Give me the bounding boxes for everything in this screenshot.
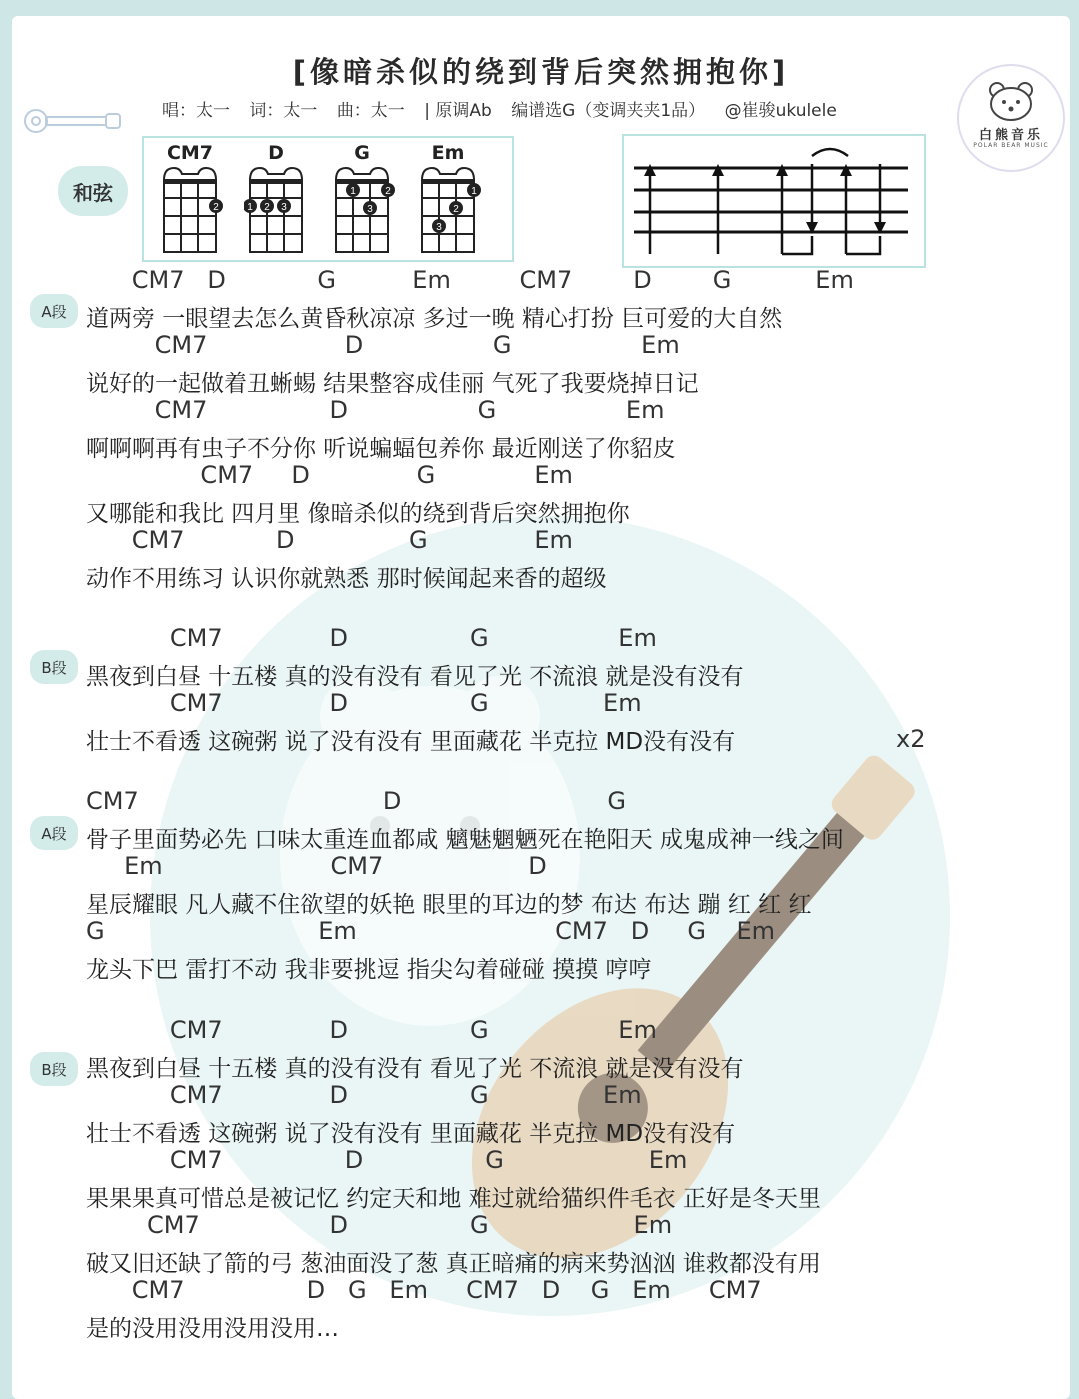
chord-line: Em CM7 D [86, 852, 547, 880]
credits-line [162, 96, 851, 121]
fretboard-icon [158, 164, 230, 256]
lyric-line: 道两旁 一眼望去怎么黄昏秋凉凉 多过一晚 精心打扮 巨可爱的大自然 [86, 306, 783, 332]
fretboard-icon [416, 164, 488, 256]
author-handle: @崔骏ukulele [724, 101, 837, 121]
finger-number: 1 [247, 202, 253, 213]
lyric-line: 动作不用练习 认识你就熟悉 那时候闻起来香的超级 [86, 566, 607, 592]
chord-diagram-cm7 [158, 142, 230, 256]
ukulele-icon [22, 108, 122, 134]
chord-name: D [268, 142, 284, 164]
logo-subtext: POLAR BEAR MUSIC [973, 142, 1049, 149]
chord-line: CM7 D G Em CM7 D G Em CM7 [86, 1276, 762, 1304]
finger-number: 3 [436, 222, 442, 233]
lyric-line: 壮士不看透 这碗粥 说了没有没有 里面藏花 半克拉 MD没有没有 [86, 1121, 736, 1147]
lyric-line: 星辰耀眼 凡人藏不住欲望的妖艳 眼里的耳边的梦 布达 布达 蹦 红 红 红 [86, 892, 812, 918]
lyric-line: 果果果真可惜总是被记忆 约定天和地 难过就给猫织件毛衣 正好是冬天里 [86, 1186, 821, 1212]
lyric-line: 破又旧还缺了箭的弓 葱油面没了葱 真正暗痛的病来势汹汹 谁救都没有用 [86, 1251, 821, 1277]
lyric-line: 龙头下巴 雷打不动 我非要挑逗 指尖勾着碰碰 摸摸 哼哼 [86, 957, 652, 983]
chord-diagram-d [244, 142, 316, 256]
finger-number: 2 [385, 186, 391, 197]
polar-bear-logo [957, 64, 1065, 172]
strum-pattern [622, 134, 926, 268]
chord-name: CM7 [166, 142, 214, 164]
finger-number: 2 [453, 204, 459, 215]
finger-number: 1 [350, 186, 356, 197]
repeat-mark: x2 [896, 725, 926, 753]
lyric-line: 啊啊啊再有虫子不分你 听说蝙蝠包养你 最近刚送了你貂皮 [86, 436, 676, 462]
chord-line: CM7 D G Em [86, 1016, 657, 1044]
chord-line: CM7 D G Em [86, 526, 573, 554]
chord-line: CM7 D G Em [86, 624, 657, 652]
song-title: [像暗杀似的绕到背后突然拥抱你] [292, 55, 790, 89]
chord-name: G [354, 142, 370, 164]
section-b-badge: B段 [30, 650, 78, 684]
strum-pattern-icon [624, 136, 924, 266]
arrangement-info: 编谱选G（变调夹夹1品） [511, 101, 706, 121]
finger-number: 1 [471, 186, 477, 197]
finger-number: 3 [281, 202, 287, 213]
lyric-line: 黑夜到白昼 十五楼 真的没有没有 看见了光 不流浪 就是没有没有 [86, 1056, 744, 1082]
chord-line: CM7 D G Em [86, 331, 680, 359]
chord-line: CM7 D G [86, 787, 626, 815]
lyric-line: 黑夜到白昼 十五楼 真的没有没有 看见了光 不流浪 就是没有没有 [86, 664, 744, 690]
section-b-badge: B段 [30, 1052, 78, 1086]
finger-number: 3 [367, 204, 373, 215]
singer-credit: 唱：太一 [162, 101, 230, 121]
chord-line: CM7 D G Em [86, 1146, 688, 1174]
song-sheet [12, 16, 1070, 1399]
chord-line: CM7 D G Em [86, 1081, 642, 1109]
fretboard-icon [330, 164, 402, 256]
chord-line: CM7 D G Em [86, 461, 573, 489]
key-info: | 原调Ab [424, 101, 492, 121]
chord-line: CM7 D G Em CM7 D G Em [86, 266, 854, 294]
composer-credit: 曲：太一 [336, 101, 405, 121]
logo-text: 白熊音乐 [978, 128, 1043, 143]
lyric-line: 说好的一起做着丑蜥蜴 结果整容成佳丽 气死了我要烧掉日记 [86, 371, 699, 397]
lyricist-credit: 词：太一 [249, 101, 318, 121]
chord-line: CM7 D G Em [86, 396, 665, 424]
chord-line: G Em CM7 D G Em [86, 917, 776, 945]
chord-name: Em [431, 142, 465, 164]
lyric-line: 是的没用没用没用没用… [86, 1316, 339, 1342]
chord-section-badge: 和弦 [58, 166, 128, 216]
chord-line: CM7 D G Em [86, 1211, 673, 1239]
section-a-badge: A段 [30, 816, 78, 850]
lyric-line: 又哪能和我比 四月里 像暗杀似的绕到背后突然拥抱你 [86, 501, 630, 527]
bear-icon [959, 66, 1063, 126]
finger-number: 2 [264, 202, 270, 213]
chord-diagram-em [416, 142, 488, 256]
chord-diagram-g [330, 142, 402, 256]
chord-line: CM7 D G Em [86, 689, 642, 717]
finger-number: 2 [213, 202, 219, 213]
section-a-badge: A段 [30, 294, 78, 328]
fretboard-icon [244, 164, 316, 256]
chord-diagrams [142, 136, 514, 262]
lyric-line: 壮士不看透 这碗粥 说了没有没有 里面藏花 半克拉 MD没有没有 [86, 729, 736, 755]
lyric-line: 骨子里面势必先 口味太重连血都咸 魑魅魍魉死在艳阳天 成鬼成神一线之间 [86, 827, 844, 853]
